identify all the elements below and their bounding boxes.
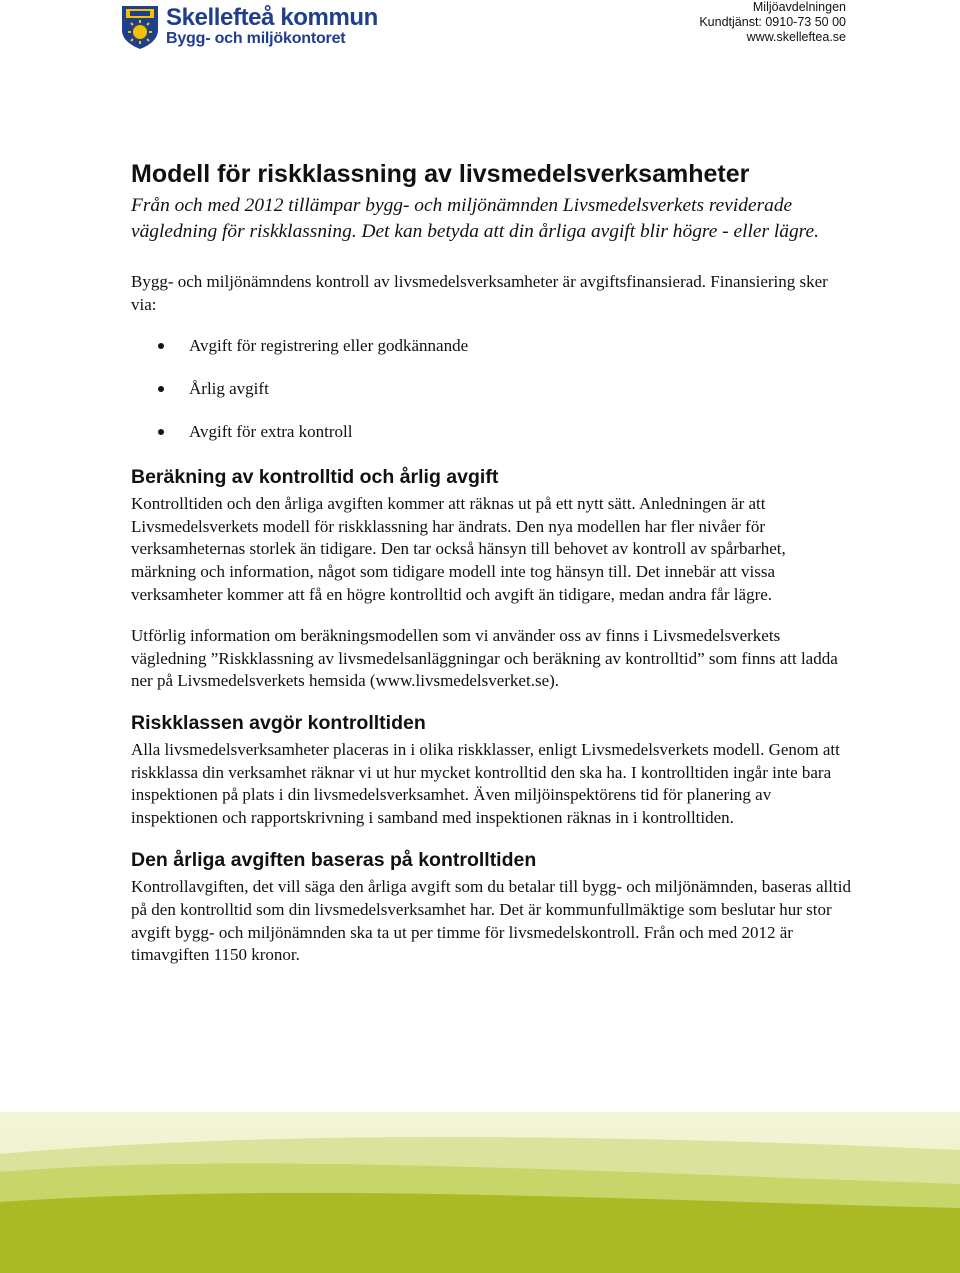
section-heading-annual-fee: Den årliga avgiften baseras på kontrolltiden bbox=[131, 849, 537, 872]
phone-number: Kundtjänst: 0910-73 50 00 bbox=[699, 15, 846, 29]
footer-decoration bbox=[0, 1112, 960, 1273]
logo-subtitle: Bygg- och miljökontoret bbox=[166, 30, 346, 47]
bullet-icon bbox=[158, 343, 164, 349]
intro-text: Från och med 2012 tillämpar bygg- och miljönämnden Livsmedelsverkets reviderade vägledning för riskklassning. Det kan betyda att din årliga avgift blir högre - eller lägre. bbox=[131, 195, 819, 242]
list-item: Avgift för registrering eller godkännande bbox=[131, 335, 851, 357]
financing-text: Bygg- och miljönämndens kontroll av livsmedelsverksamheter är avgiftsfinansierad. Finansiering sker via: bbox=[131, 272, 828, 314]
annual-fee-paragraph: Kontrollavgiften, det vill säga den årliga avgift som du betalar till bygg- och miljönämnden, baseras alltid på den kontrolltid som din livsmedelsverksamhet har. Det är kommunfullmäktige som beslutar hur stor avgift bygg- och miljönämnden ska ta ut per timme för livsmedelskontroll. Från och med 2012 är timavgiften 1150 kronor. bbox=[131, 877, 851, 965]
bullet-icon bbox=[158, 429, 164, 435]
document-body bbox=[131, 157, 851, 967]
section-heading-calculation: Beräkning av kontrolltid och årlig avgift bbox=[131, 466, 499, 489]
skelleftea-logo bbox=[120, 4, 420, 52]
list-item: Avgift för extra kontroll bbox=[131, 421, 851, 443]
calculation-paragraph-1: Kontrolltiden och den årliga avgiften kommer att räknas ut på ett nytt sätt. Anledningen är att Livsmedelsverkets modell för riskklassning har ändrats. Den nya modellen har fler nivåer för verksamheternas storlek än tidigare. Den tar också hänsyn till behovet av kontroll av spårbarhet, märkning och information, något som tidigare modell inte tog hänsyn till. Det innebär att vissa verksamheter kommer att få en högre kontrolltid och avgift än tidigare, medan andra får lägre. bbox=[131, 494, 786, 604]
coat-of-arms-icon bbox=[120, 4, 160, 50]
riskclass-paragraph: Alla livsmedelsverksamheter placeras in i olika riskklasser, enligt Livsmedelsverkets modell. Genom att riskklassa din verksamhet räknar vi ut hur mycket kontrolltid den ska ha. I kontrolltiden ingår inte bara inspektionen på plats i din livsmedelsverksamhet. Även miljöinspektörens tid för planering av inspektionen och rapportskrivning i samband med inspektionen räknas in i kontrolltiden. bbox=[131, 739, 840, 827]
section-heading-riskclass: Riskklassen avgör kontrolltiden bbox=[131, 711, 426, 734]
website-link[interactable]: www.skelleftea.se bbox=[746, 30, 846, 44]
list-item: Årlig avgift bbox=[131, 378, 851, 400]
page-title: Modell för riskklassning av livsmedelsverksamheter bbox=[131, 160, 750, 188]
contact-info bbox=[699, 0, 846, 45]
bullet-icon bbox=[158, 386, 164, 392]
department-name: Miljöavdelningen bbox=[752, 0, 846, 14]
logo-name: Skellefteå kommun bbox=[166, 4, 378, 31]
calculation-paragraph-2: Utförlig information om beräkningsmodellen som vi använder oss av finns i Livsmedelsverkets vägledning ”Riskklassning av livsmedelsanläggningar och beräkning av kontrolltid” som finns att ladda ner på Livsmedelsverkets hemsida (www.livsmedelsverket.se). bbox=[131, 626, 838, 691]
financing-list bbox=[131, 335, 851, 443]
